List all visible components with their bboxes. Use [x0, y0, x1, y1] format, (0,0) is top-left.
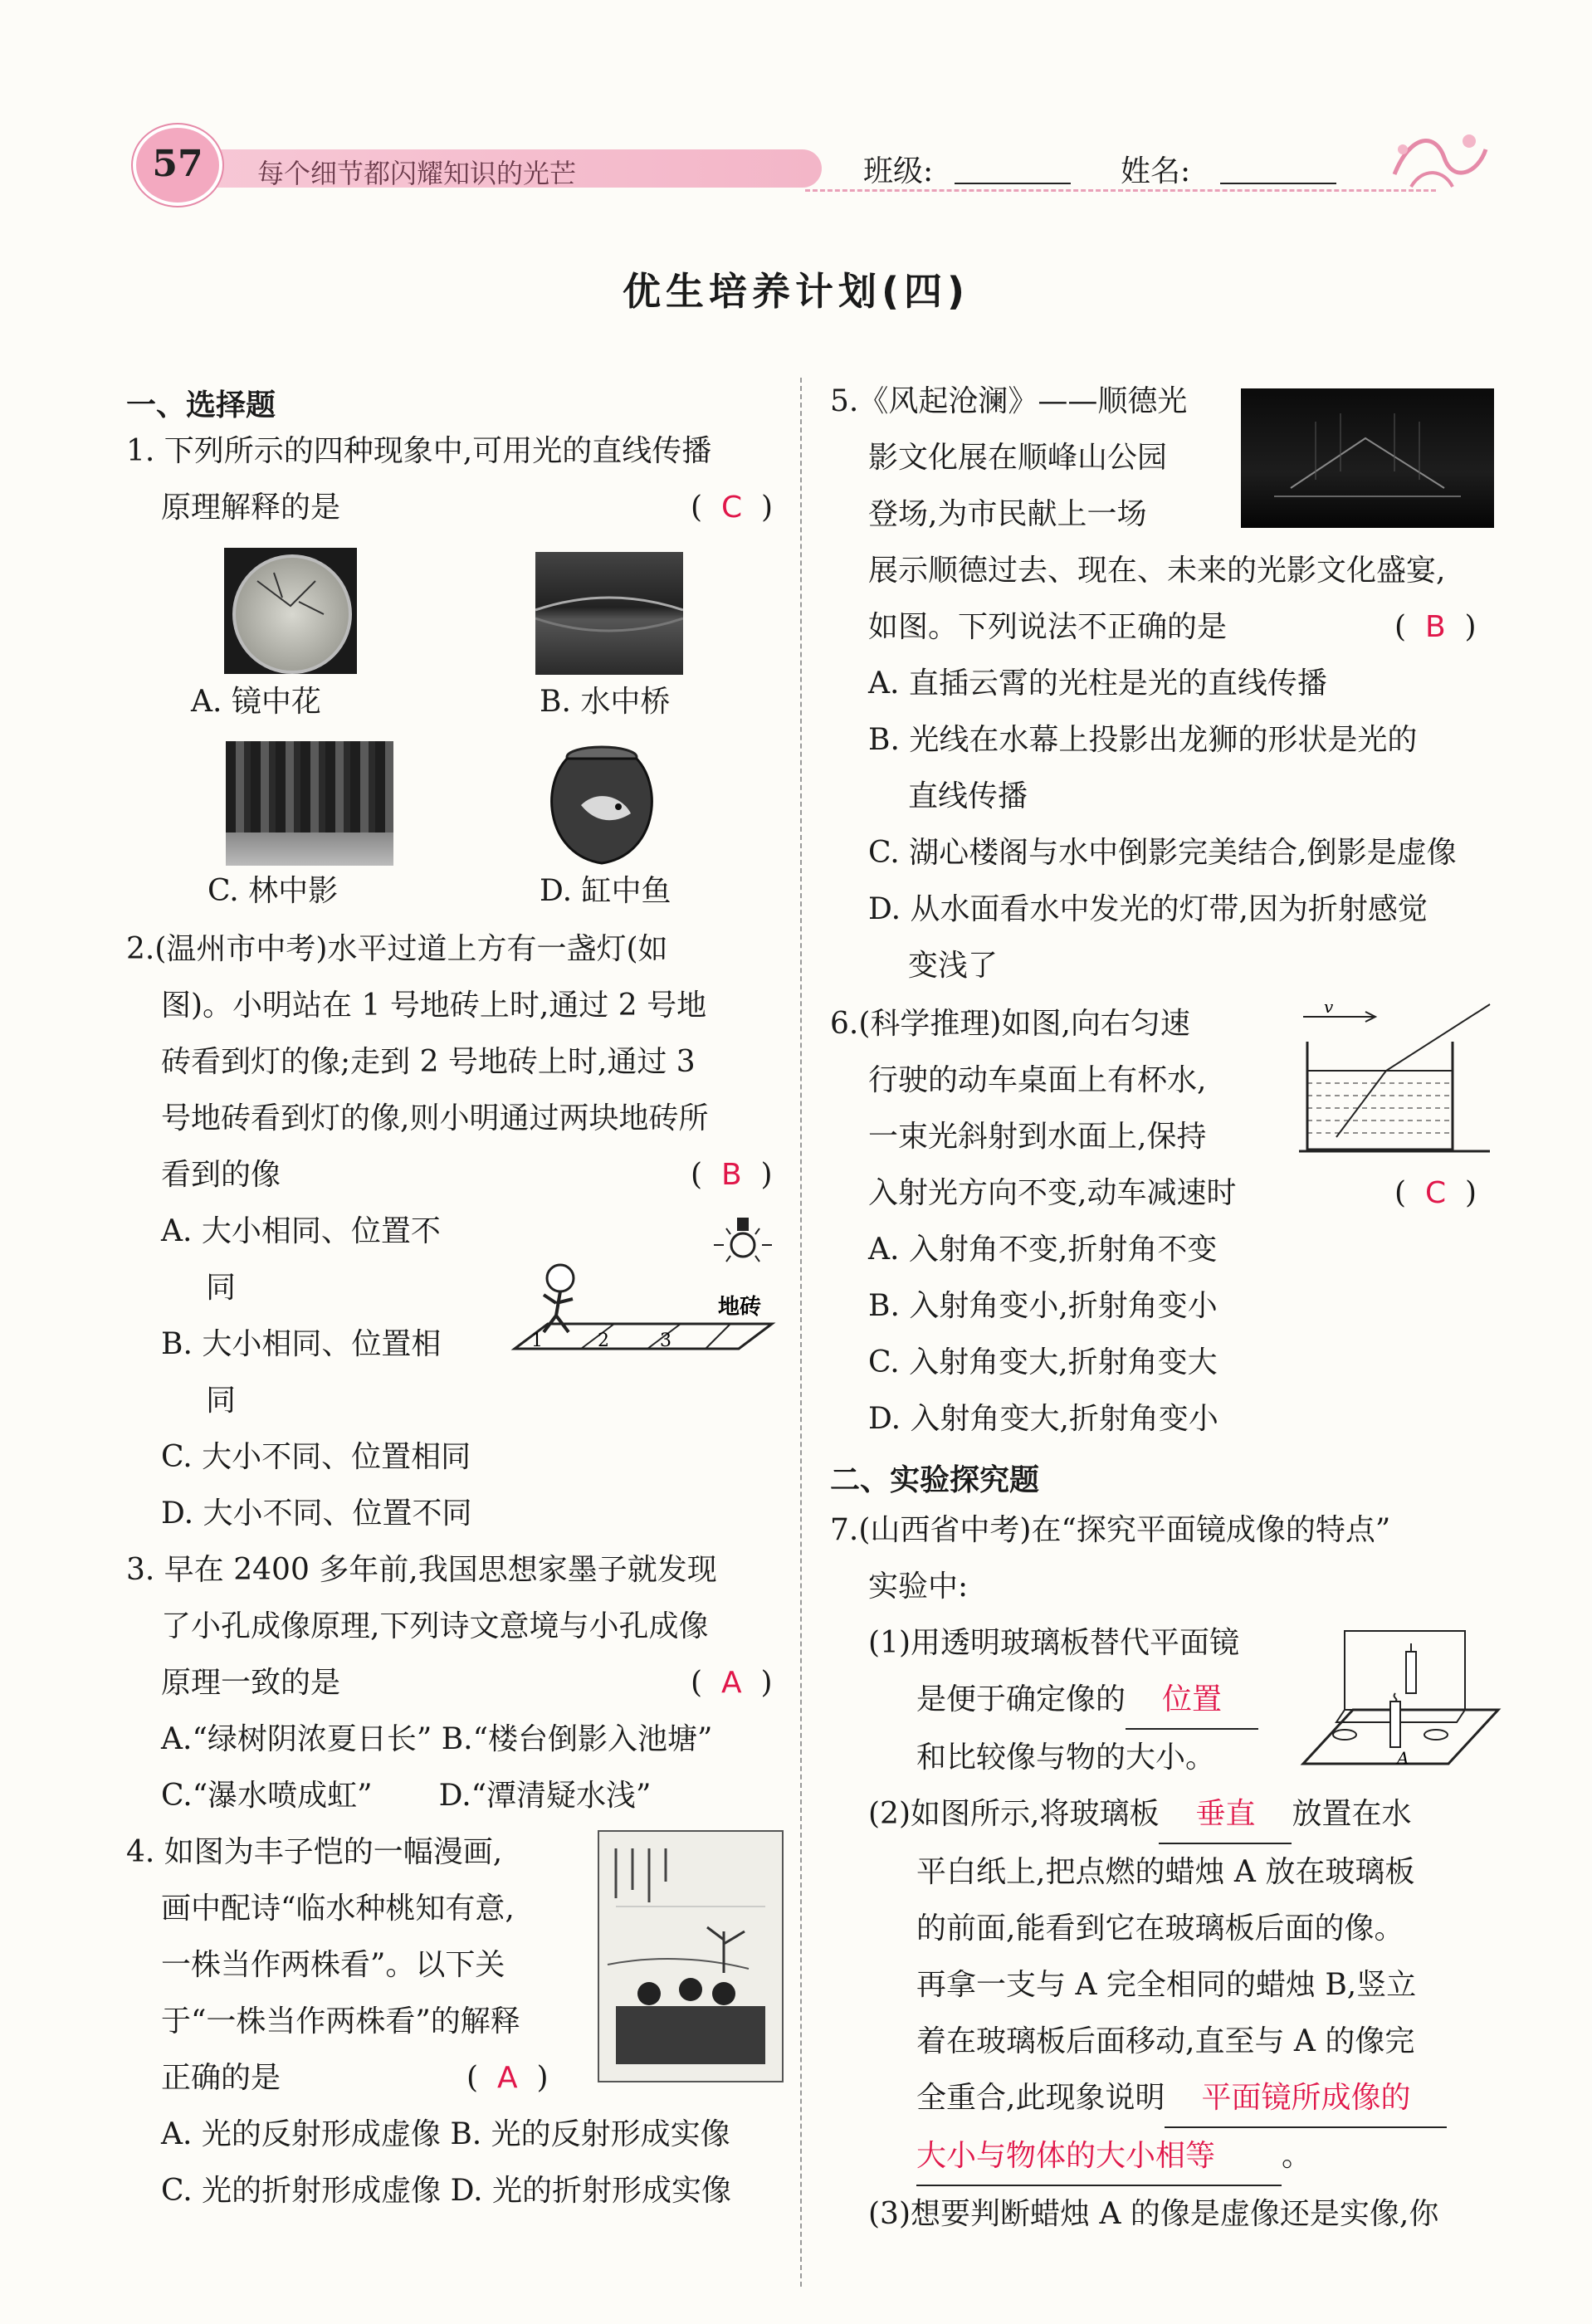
- column-divider: [800, 378, 802, 2287]
- q7-part2-pre: (2)如图所示,将玻璃板: [868, 1797, 1160, 1831]
- q7-line: 7.(山西省中考)在“探究平面镜成像的特点”: [830, 1513, 1391, 1547]
- section-heading-choice: 一、选择题: [126, 388, 276, 422]
- q5-option: D. 从水面看水中发光的灯带,因为折射感觉: [868, 892, 1428, 926]
- name-label: 姓名:: [1121, 154, 1191, 188]
- q6-option: B. 入射角变小,折射角变小: [868, 1289, 1218, 1323]
- q1-answer: C: [720, 491, 743, 525]
- q2-option: D. 大小不同、位置不同: [161, 1496, 472, 1531]
- q6-line: 一束光斜射到水面上,保持: [868, 1120, 1207, 1154]
- page-header: [125, 124, 1494, 203]
- q4-option: C. 光的折射形成虚像 D. 光的折射形成实像: [161, 2174, 732, 2208]
- question-1: [126, 423, 790, 536]
- q7-part1-post: 和比较像与物的大小。: [916, 1741, 1216, 1775]
- q2-option: A. 大小相同、位置不: [161, 1214, 441, 1248]
- q1-option-a: A. 镜中花: [191, 685, 321, 719]
- q2-option: 同: [206, 1271, 237, 1305]
- q3-option: A.“绿树阴浓夏日长” B.“楼台倒影入池塘”: [161, 1722, 713, 1756]
- q7-part1-mid: 是便于确定像的: [916, 1682, 1126, 1716]
- hallway-lamp-figure: [490, 1208, 789, 1365]
- q3-answer: A: [720, 1666, 742, 1700]
- q2-answer: B: [720, 1158, 742, 1192]
- q5-option: B. 光线在水幕上投影出龙狮的形状是光的: [868, 723, 1418, 757]
- q3-line: 原理一致的是: [161, 1666, 341, 1700]
- q3-line: 3. 早在 2400 多年前,我国思想家墨子就发现: [126, 1553, 717, 1587]
- q5-line: 登场,为市民献上一场: [868, 497, 1147, 531]
- q7-part2-text: 平白纸上,把点燃的蜡烛 A 放在玻璃板: [916, 1855, 1415, 1889]
- question-7: [830, 1502, 1511, 2243]
- q2-line: 看到的像: [161, 1158, 281, 1192]
- q4-option: A. 光的反射形成虚像 B. 光的反射形成实像: [161, 2117, 730, 2151]
- q7-part2-text: 再拿一支与 A 完全相同的蜡烛 B,竖立: [916, 1968, 1417, 2002]
- class-label: 班级:: [863, 154, 934, 188]
- tile-label: 地砖: [718, 1295, 762, 1320]
- q1-line: 原理解释的是: [161, 491, 341, 525]
- q2-option: 同: [206, 1384, 237, 1418]
- q2-option: C. 大小不同、位置相同: [161, 1440, 471, 1474]
- q1-option-d: D. 缸中鱼: [540, 874, 671, 908]
- q7-part2-last-pre: 全重合,此现象说明: [916, 2081, 1165, 2115]
- q7-part2-conclusion-2: [830, 2128, 1511, 2186]
- q6-option: C. 入射角变大,折射角变大: [868, 1345, 1218, 1379]
- q7-part2-line: [830, 1786, 1511, 1844]
- plane-mirror-candle-figure: [1295, 1618, 1502, 1772]
- q7-part1: (1)用透明玻璃板替代平面镜: [868, 1626, 1239, 1660]
- q5-option: 直线传播: [908, 779, 1028, 813]
- tile-number-3: 3: [660, 1330, 671, 1351]
- forest-shadow-image: [226, 741, 393, 866]
- q5-line: 如图。下列说法不正确的是: [868, 610, 1228, 644]
- q7-blank-2[interactable]: 垂直: [1159, 1786, 1292, 1844]
- q7-part2-text: 的前面,能看到它在玻璃板后面的像。: [916, 1911, 1404, 1946]
- q7-blank-3[interactable]: 平面镜所成像的: [1165, 2070, 1447, 2128]
- q1-answer-paren: ( C ): [691, 491, 774, 525]
- feng-zikai-painting-image: [598, 1830, 784, 2082]
- train-cup-figure: [1295, 992, 1494, 1166]
- light-show-image: [1241, 388, 1494, 528]
- q7-blank-3-cont[interactable]: 大小与物体的大小相等: [916, 2128, 1282, 2186]
- section-heading-experiment: 二、实验探究题: [830, 1463, 1040, 1497]
- q7-part2-post: 放置在水: [1292, 1797, 1412, 1831]
- mirror-flower-image: [224, 548, 357, 674]
- q7-part2-end: 。: [1282, 2139, 1312, 2173]
- q5-option: 变浅了: [908, 949, 999, 983]
- q6-line: 入射光方向不变,动车减速时: [868, 1176, 1237, 1210]
- q2-line: 号地砖看到灯的像,则小明通过两块地砖所: [161, 1101, 709, 1135]
- class-blank[interactable]: [955, 183, 1071, 184]
- page-number: 57: [152, 143, 203, 185]
- q4-line: 一株当作两株看”。以下关: [161, 1948, 505, 1982]
- q4-line: 4. 如图为丰子恺的一幅漫画,: [126, 1835, 503, 1869]
- question-3: [126, 1542, 790, 1824]
- header-slogan: 每个细节都闪耀知识的光芒: [257, 158, 577, 189]
- tile-number-1: 1: [531, 1330, 543, 1351]
- q6-line: 行驶的动车桌面上有杯水,: [868, 1063, 1207, 1097]
- q5-line: 5.《风起沧澜》——顺德光: [830, 384, 1188, 418]
- q6-answer: C: [1424, 1176, 1447, 1210]
- q5-option: C. 湖心楼阁与水中倒影完美结合,倒影是虚像: [868, 836, 1457, 870]
- tile-number-2: 2: [598, 1330, 609, 1351]
- bridge-water-image: [535, 552, 683, 675]
- q7-part2-text: 着在玻璃板后面移动,直至与 A 的像完: [916, 2024, 1415, 2058]
- q5-line: 展示顺德过去、现在、未来的光影文化盛宴,: [868, 554, 1446, 588]
- q7-line: 实验中:: [868, 1570, 969, 1604]
- q1-option-c: C. 林中影: [208, 874, 339, 908]
- q6-option: A. 入射角不变,折射角不变: [868, 1233, 1218, 1267]
- q5-line: 影文化展在顺峰山公园: [868, 441, 1168, 475]
- floral-ornament-icon: [1386, 124, 1494, 199]
- q7-part2-conclusion: [830, 2070, 1511, 2128]
- q5-answer: B: [1424, 610, 1446, 644]
- name-blank[interactable]: [1220, 183, 1336, 184]
- q4-answer: A: [496, 2061, 518, 2095]
- q2-option: B. 大小相同、位置相: [161, 1327, 442, 1361]
- velocity-label: v: [1324, 997, 1334, 1017]
- q3-answer-paren: ( A ): [691, 1666, 773, 1700]
- page-number-badge: [133, 124, 222, 206]
- q2-line: 2.(温州市中考)水平过道上方有一盏灯(如: [126, 932, 668, 966]
- q5-option: A. 直插云霄的光柱是光的直线传播: [868, 666, 1327, 701]
- q3-line: 了小孔成像原理,下列诗文意境与小孔成像: [161, 1609, 709, 1643]
- q4-line: 画中配诗“临水种桃知有意,: [161, 1892, 515, 1926]
- q1-option-b: B. 水中桥: [540, 685, 671, 719]
- q4-line: 正确的是: [161, 2061, 281, 2095]
- q6-option: D. 入射角变大,折射角变小: [868, 1402, 1218, 1436]
- q4-answer-paren: ( A ): [466, 2061, 549, 2095]
- q6-line: 6.(科学推理)如图,向右匀速: [830, 1007, 1190, 1041]
- fishbowl-image: [540, 739, 664, 868]
- page-title: 优生培养计划(四): [622, 269, 970, 314]
- q4-line: 于“一株当作两株看”的解释: [161, 2004, 520, 2038]
- q7-blank-1[interactable]: 位置: [1126, 1672, 1258, 1730]
- q3-option: C.“瀑水喷成虹” D.“潭清疑水浅”: [161, 1779, 652, 1813]
- candle-a-label: A: [1397, 1748, 1409, 1768]
- q5-answer-paren: ( B ): [1394, 610, 1477, 644]
- q2-line: 砖看到灯的像;走到 2 号地砖上时,通过 3: [161, 1045, 696, 1079]
- q7-part3: (3)想要判断蜡烛 A 的像是虚像还是实像,你: [868, 2197, 1439, 2231]
- q6-answer-paren: ( C ): [1394, 1176, 1477, 1210]
- q1-line: 1. 下列所示的四种现象中,可用光的直线传播: [126, 434, 712, 468]
- q2-line: 图)。小明站在 1 号地砖上时,通过 2 号地: [161, 989, 707, 1023]
- q2-answer-paren: ( B ): [691, 1158, 773, 1192]
